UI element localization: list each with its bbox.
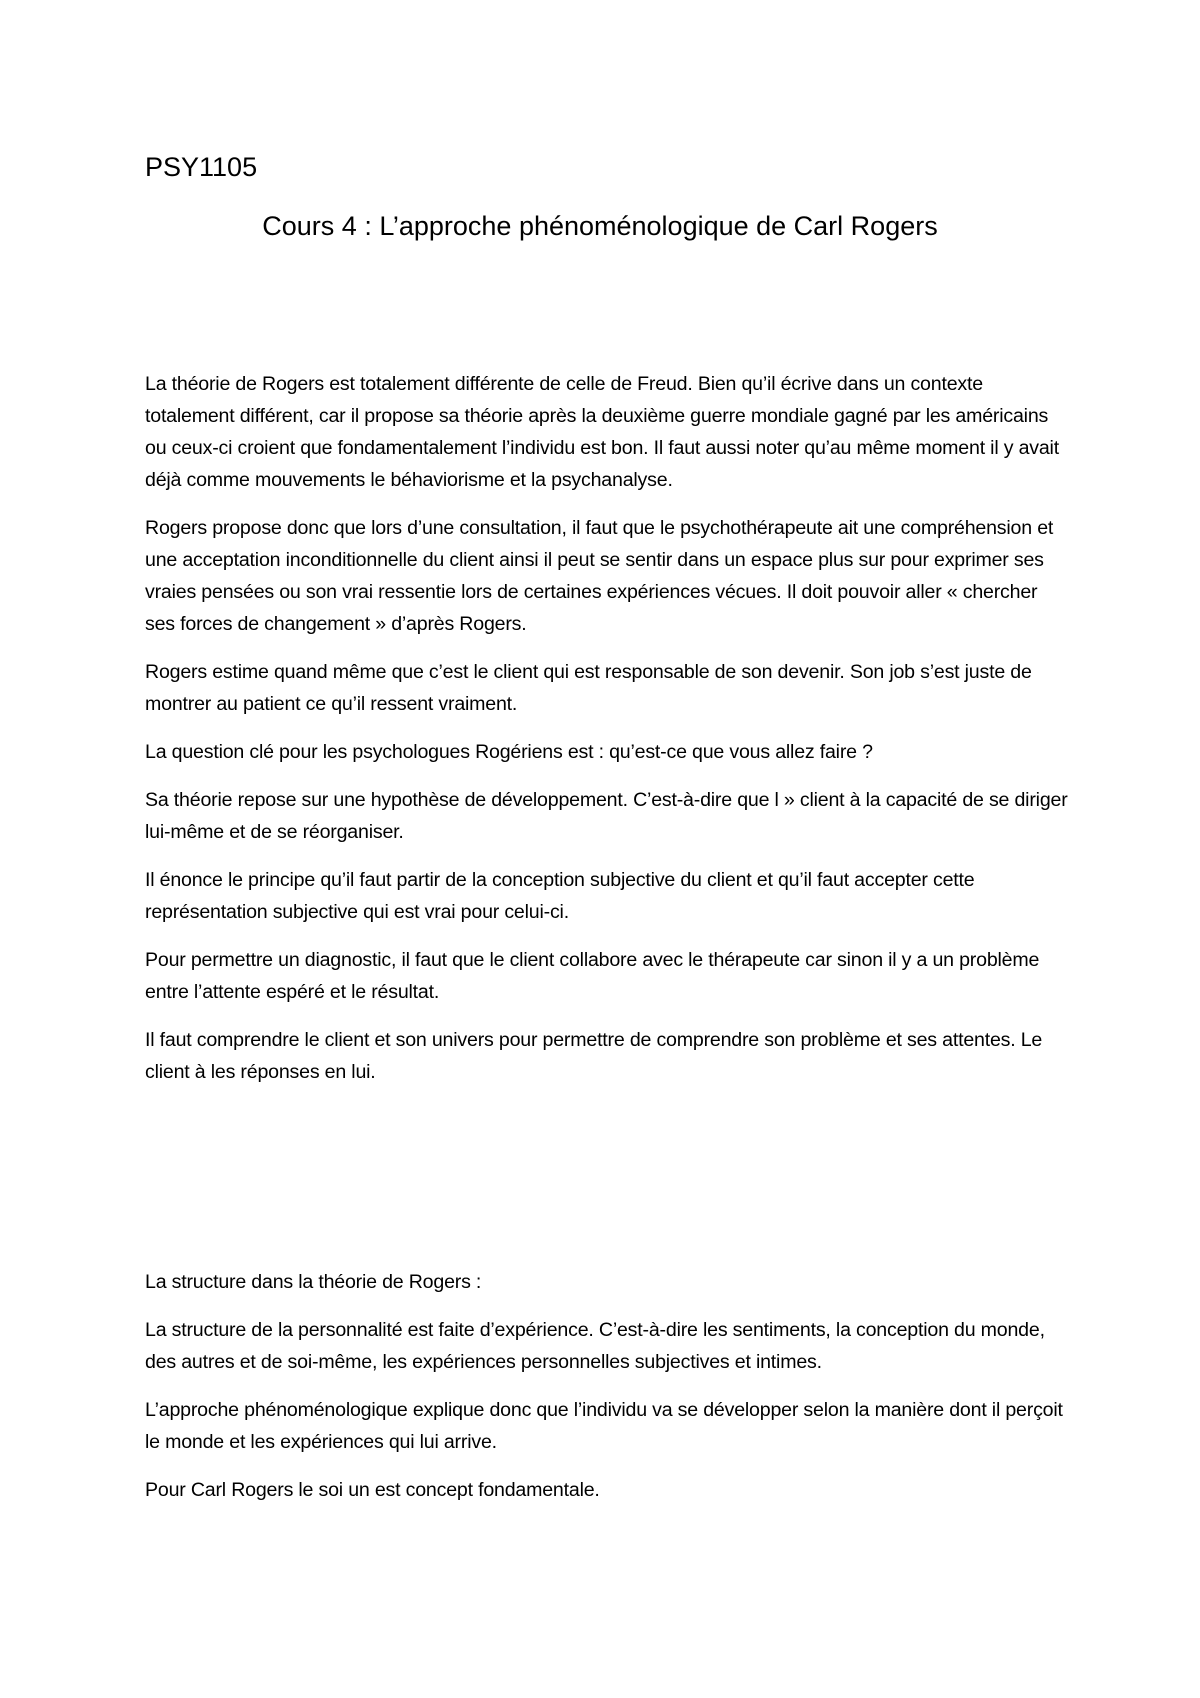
section-intro — [145, 368, 1070, 1104]
paragraph: L’approche phénoménologique explique donc que l’individu va se développer selon la manière dont il perçoit le monde et les expériences qui lui arrive. — [145, 1399, 1063, 1453]
document-title: Cours 4 : L’approche phénoménologique de Carl Rogers — [262, 211, 938, 241]
section-structure — [145, 1266, 1070, 1522]
paragraph: Rogers estime quand même que c’est le client qui est responsable de son devenir. Son job s’est juste de montrer au patient ce qu’il ressent vraiment. — [145, 661, 1032, 715]
paragraph: Il énonce le principe qu’il faut partir de la conception subjective du client et qu’il faut accepter cette représentation subjective qui est vrai pour celui-ci. — [145, 869, 975, 923]
paragraph: La théorie de Rogers est totalement différente de celle de Freud. Bien qu’il écrive dans un contexte totalement différent, car il propose sa théorie après la deuxième guerre mondiale gagné par les américains ou ceux-ci croient que fondamentalement l’individu est bon. Il faut aussi noter qu’au même moment il y avait déjà comme mouvements le béhaviorisme et la psychanalyse. — [145, 373, 1059, 491]
paragraph: Sa théorie repose sur une hypothèse de développement. C’est-à-dire que l » client à la capacité de se diriger lui-même et de se réorganiser. — [145, 789, 1068, 843]
paragraph: Il faut comprendre le client et son univers pour permettre de comprendre son problème et ses attentes. Le client à les réponses en lui. — [145, 1029, 1043, 1083]
section-heading: La structure dans la théorie de Rogers : — [145, 1271, 482, 1293]
paragraph: La structure de la personnalité est faite d’expérience. C’est-à-dire les sentiments, la conception du monde, des autres et de soi-même, les expériences personnelles subjectives et intimes. — [145, 1319, 1045, 1373]
paragraph: Pour Carl Rogers le soi un est concept fondamentale. — [145, 1479, 600, 1501]
paragraph: Pour permettre un diagnostic, il faut que le client collabore avec le thérapeute car sinon il y a un problème entre l’attente espéré et le résultat. — [145, 949, 1040, 1003]
paragraph: La question clé pour les psychologues Rogériens est : qu’est-ce que vous allez faire ? — [145, 741, 873, 763]
course-code: PSY1105 — [145, 152, 258, 182]
paragraph: Rogers propose donc que lors d’une consultation, il faut que le psychothérapeute ait une compréhension et une acceptation inconditionnelle du client ainsi il peut se sentir dans un espace plus sur pour exprimer ses vraies pensées ou son vrai ressentie lors de certaines expériences vécues. Il doit pouvoir aller « chercher ses forces de changement » d’après Rogers. — [145, 517, 1054, 635]
